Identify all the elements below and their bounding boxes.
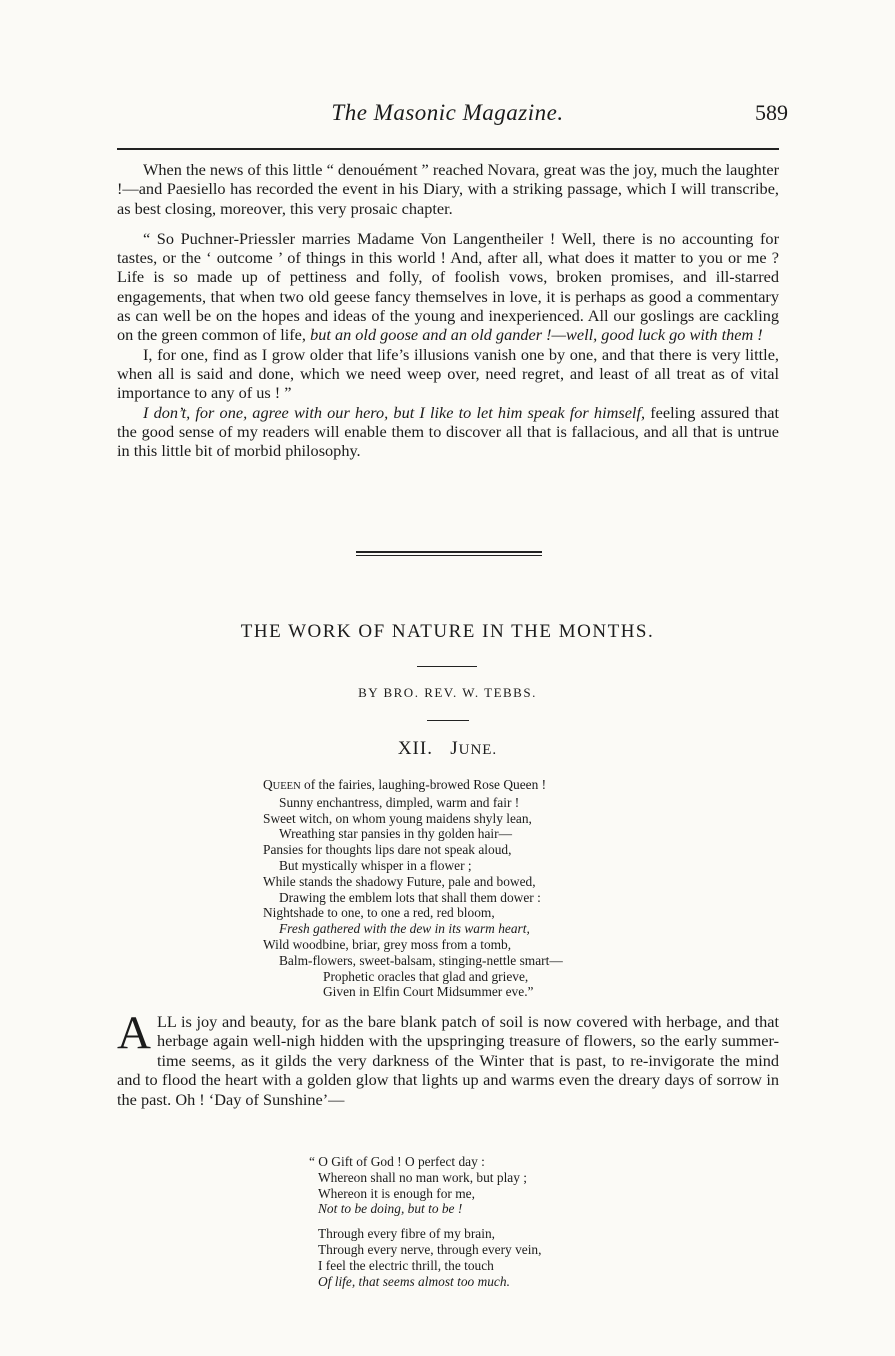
verse-line: Through every nerve, through every vein, <box>318 1241 542 1257</box>
poem-line: Drawing the emblem lots that shall them dower : <box>279 889 541 905</box>
paragraph-2-main: “ So Puchner-Priessler marries Madame Von Langentheiler ! Well, there is no accounting for tastes, or the ‘ outcome ’ of things in this world ! And, after all, what does it matter to you or me ? Life is so made up of pettiness and folly, of foolish vows, broken promises, and ill-starred engagements, that when two old geese fancy themselves in love, it is perhaps as good a commentary as can well be on the hopes and ideas of the young and inexperienced. All our goslings are cackling on the green common of life, <box>117 228 779 345</box>
running-title: The Masonic Magazine. <box>331 100 564 125</box>
poem-line: Wreathing star pansies in thy golden hair— <box>279 826 512 842</box>
poem-line: QUEEN of the fairies, laughing-browed Rose Queen ! <box>263 777 547 792</box>
poem-line: Sweet witch, on whom young maidens shyly lean, <box>263 810 532 826</box>
poem-line: Nightshade to one, to one a red, red bloom, <box>263 905 495 921</box>
paragraph-3: I, for one, find as I grow older that life’s illusions vanish one by one, and that there is very little, when all is said and done, which we need weep over, need regret, and least of all treat as of vital importance to any of us ! ” <box>117 344 779 403</box>
poem-line: But mystically whisper in a flower ; <box>279 857 472 873</box>
paragraph-2-italic: but an old goose and an old gander !—well, good luck go with them ! <box>310 325 763 345</box>
paragraph-4-main: feeling assured that the good sense of my readers will enable them to discover all that is fallacious, and all that is untrue in this little bit of morbid philosophy. <box>117 402 780 461</box>
section-divider <box>356 551 542 557</box>
poem-line: Pansies for thoughts lips dare not speak aloud, <box>263 842 512 858</box>
paragraph-1: When the news of this little “ denouément ” reached Novara, great was the joy, much the laughter !—and Paesiello has recorded the event in his Diary, with a striking passage, which I will transcribe, as best closing, moreover, this very prosaic chapter. <box>117 160 779 218</box>
poem-line: Wild woodbine, briar, grey moss from a tomb, <box>263 936 512 952</box>
byline: BY BRO. REV. W. TEBBS. <box>358 685 537 700</box>
article-title: THE WORK OF NATURE IN THE MONTHS. <box>240 621 655 642</box>
paragraph-2 <box>117 229 779 345</box>
quoted-verse <box>309 1154 649 1289</box>
verse-line: Of life, that seems almost too much. <box>318 1273 510 1289</box>
verse-line: I feel the electric thrill, the touch <box>318 1257 494 1273</box>
section-month-initial: J <box>450 738 459 759</box>
poem-line: Given in Elfin Court Midsummer eve.” <box>323 984 534 1000</box>
section-heading <box>0 738 895 760</box>
verse-line: Whereon shall no man work, but play ; <box>318 1169 527 1185</box>
verse-line: Through every fibre of my brain, <box>318 1226 495 1242</box>
verse-line: Not to be doing, but to be ! <box>318 1201 463 1217</box>
byline-rule <box>427 720 469 721</box>
page-number: 589 <box>755 100 788 125</box>
header-rule <box>117 148 779 150</box>
poem-line: Prophetic oracles that glad and grieve, <box>323 968 529 984</box>
poem-line: Sunny enchantress, dimpled, warm and fair ! <box>279 794 520 810</box>
verse-line: “ O Gift of God ! O perfect day : <box>309 1154 485 1169</box>
previous-chapter-ending <box>117 160 779 460</box>
poem-line: Fresh gathered with the dew in its warm heart, <box>279 921 530 937</box>
section-month-rest: UNE. <box>458 742 498 758</box>
title-rule <box>417 666 477 667</box>
poem-line: Balm-flowers, sweet-balsam, stinging-nettle smart— <box>279 952 563 968</box>
poem-line: While stands the shadowy Future, pale and bowed, <box>263 873 536 889</box>
epigraph-poem <box>263 777 683 1000</box>
paragraph-4 <box>117 403 779 461</box>
paragraph-4-italic: I don’t, for one, agree with our hero, but I like to let him speak for himself, <box>143 402 646 422</box>
article-body <box>117 1007 779 1109</box>
body-paragraph: LL is joy and beauty, for as the bare blank patch of soil is now covered with herbage, and that herbage again well-nigh hidden with the upspringing treasure of flowers, so the early summer-time seems, as it gilds the very darkness of the Winter that is past, to re-invigorate the mind and to flood the heart with a golden glow that lights up and warms even the dreary days of sorrow in the past. Oh ! ‘Day of Sunshine’— <box>117 1012 779 1109</box>
drop-cap: A <box>117 1007 151 1059</box>
verse-line: Whereon it is enough for me, <box>318 1185 475 1201</box>
section-numeral: XII. <box>397 738 433 759</box>
